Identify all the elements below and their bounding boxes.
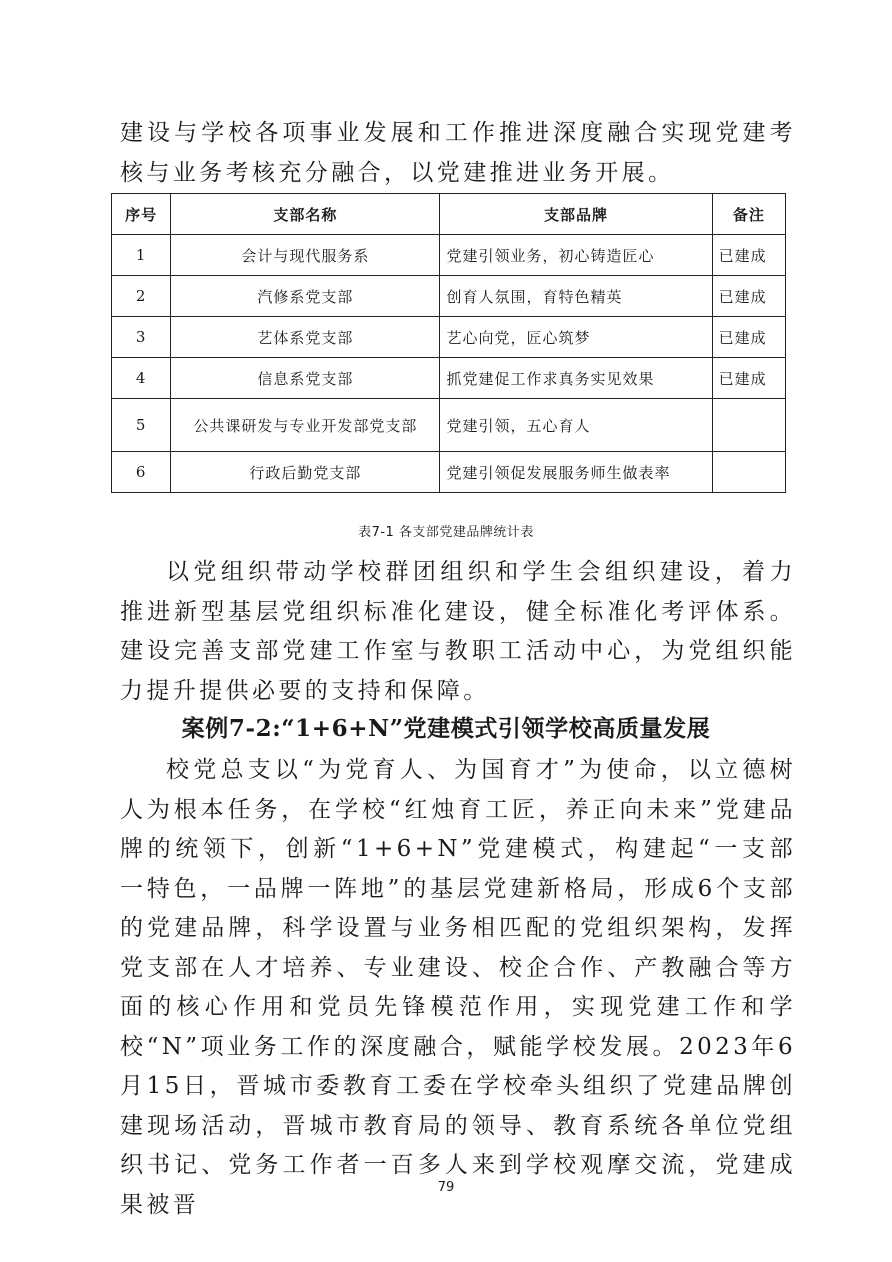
table-header-row — [112, 194, 786, 235]
header-branch-name: 支部名称 — [171, 194, 440, 235]
cell-seq: 5 — [112, 399, 171, 452]
cell-note: 已建成 — [712, 317, 785, 358]
table-row — [112, 452, 786, 493]
cell-note — [712, 399, 785, 452]
table-row — [112, 399, 786, 452]
intro-paragraph: 建设与学校各项事业发展和工作推进深度融合实现党建考核与业务考核充分融合，以党建推进业务开展。 — [120, 120, 796, 186]
cell-branch-brand: 党建引领，五心育人 — [440, 399, 712, 452]
header-note: 备注 — [712, 194, 785, 235]
body-paragraph-2: 校党总支以“为党育人、为国育才”为使命，以立德树人为根本任务，在学校“红烛育工匠，养正向未来”党建品牌的统领下，创新“1+6+N”党建模式，构建起“一支部一特色，一品牌一阵地”的基层党建新格局，形成6个支部的党建品牌，科学设置与业务相匹配的党组织架构，发挥党支部在人才培养、专业建设、校企合作、产教融合等方面的核心作用和党员先锋模范作用，实现党建工作和学校“N”项业务工作的深度融合，赋能学校发展。2023年6月15日，晋城市委教育工委在学校牵头组织了党建品牌创建现场活动，晋城市教育局的领导、教育系统各单位党组织书记、党务工作者一百多人来到学校观摩交流，党建成果被晋 — [120, 757, 796, 1218]
cell-seq: 6 — [112, 452, 171, 493]
cell-note — [712, 452, 785, 493]
cell-note: 已建成 — [712, 276, 785, 317]
table-caption: 表7-1 各支部党建品牌统计表 — [358, 525, 534, 540]
body-paragraph-1: 以党组织带动学校群团组织和学生会组织建设，着力推进新型基层党组织标准化建设，健全标准化考评体系。建设完善支部党建工作室与教职工活动中心，为党组织能力提升提供必要的支持和保障。 — [120, 559, 796, 704]
table-row — [112, 235, 786, 276]
header-branch-brand: 支部品牌 — [440, 194, 712, 235]
branch-brand-table — [111, 193, 786, 493]
page-number: 79 — [437, 1180, 455, 1195]
cell-note: 已建成 — [712, 235, 785, 276]
table-row — [112, 317, 786, 358]
cell-branch-name: 会计与现代服务系 — [171, 235, 440, 276]
cell-seq: 2 — [112, 276, 171, 317]
cell-branch-name: 信息系党支部 — [171, 358, 440, 399]
cell-seq: 1 — [112, 235, 171, 276]
cell-branch-brand: 抓党建促工作求真务实见效果 — [440, 358, 712, 399]
cell-branch-brand: 党建引领业务，初心铸造匠心 — [440, 235, 712, 276]
cell-branch-name: 行政后勤党支部 — [171, 452, 440, 493]
cell-seq: 4 — [112, 358, 171, 399]
cell-branch-name: 公共课研发与专业开发部党支部 — [171, 399, 440, 452]
cell-branch-name: 艺体系党支部 — [171, 317, 440, 358]
cell-branch-brand: 党建引领促发展服务师生做表率 — [440, 452, 712, 493]
cell-branch-brand: 创育人氛围，育特色精英 — [440, 276, 712, 317]
case-heading: 案例7-2:“1+6+N”党建模式引领学校高质量发展 — [181, 715, 711, 742]
cell-branch-name: 汽修系党支部 — [171, 276, 440, 317]
cell-note: 已建成 — [712, 358, 785, 399]
cell-seq: 3 — [112, 317, 171, 358]
cell-branch-brand: 艺心向党，匠心筑梦 — [440, 317, 712, 358]
header-seq: 序号 — [112, 194, 171, 235]
table-row — [112, 276, 786, 317]
table-row — [112, 358, 786, 399]
